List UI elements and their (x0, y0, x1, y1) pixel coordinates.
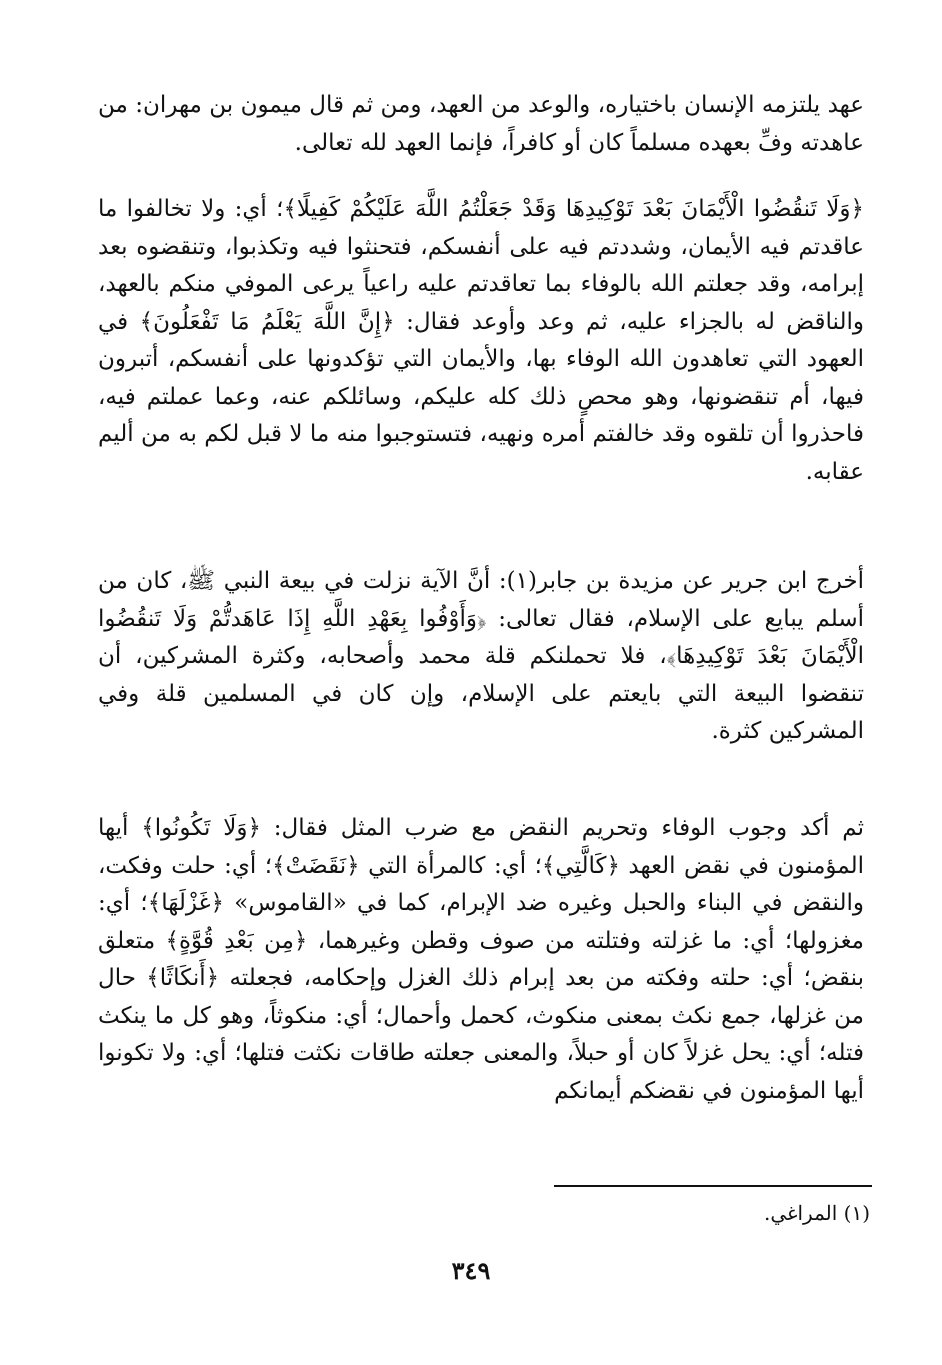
page-number: ٣٤٩ (451, 1256, 491, 1285)
paragraph-3: أخرج ابن جرير عن مزيدة بن جابر(١): أنَّ الآية نزلت في بيعة النبي ﷺ، كان من أسلم يبايع على الإسلام، فقال تعالى: ﴿وَأَوْفُوا بِعَهْدِ اللَّهِ إِذَا عَاهَدتُّمْ وَلَا تَنقُضُوا الْأَيْمَانَ بَعْدَ تَوْكِيدِهَا﴾، فلا تحملنكم قلة محمد وأصحابه، وكثرة المشركين، أن تنقضوا البيعة التي بايعتم على الإسلام، وإن كان في المسلمين قلة وفي المشركين كثرة. (98, 568, 864, 744)
footnote-divider (554, 1185, 872, 1187)
paragraph-2: ﴿وَلَا تَنقُضُوا الْأَيْمَانَ بَعْدَ تَوْكِيدِهَا وَقَدْ جَعَلْتُمُ اللَّهَ عَلَيْكُمْ كَفِيلًا﴾؛ أي: ولا تخالفوا ما عاقدتم فيه الأيمان، وشددتم فيه على أنفسكم، فتحنثوا فيه وتكذبوا، وتنقضوه بعد إبرامه، وقد جعلتم الله بالوفاء بما تعاقدتم عليه راعياً يرعى الموفي منكم بالعهد، والناقض له بالجزاء عليه، ثم وعد وأوعد فقال: ﴿إِنَّ اللَّهَ يَعْلَمُ مَا تَفْعَلُونَ﴾ في العهود التي تعاهدون الله الوفاء بها، والأيمان التي تؤكدونها على أنفسكم، أتبرون فيها، أم تنقضونها، وهو محصٍ ذلك كله عليكم، وسائلكم عنه، وعما عملتم فيه، فاحذروا أن تلقوه وقد خالفتم أمره ونهيه، فتستوجبوا منه ما لا قبل لكم به من أليم عقابه. (98, 196, 864, 485)
footnote-1: (١) المراغي. (763, 1201, 870, 1225)
paragraph-4: ثم أكد وجوب الوفاء وتحريم النقض مع ضرب المثل فقال: ﴿وَلَا تَكُونُوا﴾ أيها المؤمنون في نقض العهد ﴿كَالَّتِي﴾؛ أي: كالمرأة التي ﴿نَقَضَتْ﴾؛ أي: حلت وفكت، والنقض في البناء والحبل وغيره ضد الإبرام، كما في «القاموس» ﴿غَزْلَهَا﴾؛ أي: مغزولها؛ أي: ما غزلته وفتلته من صوف وقطن وغيرهما، ﴿مِن بَعْدِ قُوَّةٍ﴾ متعلق بنقض؛ أي: حلته وفكته من بعد إبرام ذلك الغزل وإحكامه، فجعلته ﴿أَنكَاثًا﴾ حال من غزلها، جمع نكث بمعنى منكوث، كحمل وأحمال؛ أي: منكوثاً، وهو كل ما ينكث فتله؛ أي: يحل غزلاً كان أو حبلاً، والمعنى جعلته طاقات نكثت فتلها؛ أي: ولا تكونوا أيها المؤمنون في نقضكم أيمانكم (98, 815, 864, 1104)
paragraph-1: عهد يلتزمه الإنسان باختياره، والوعد من العهد، ومن ثم قال ميمون بن مهران: من عاهدته وفِّ بعهده مسلماً كان أو كافراً، فإنما العهد لله تعالى. (98, 92, 864, 156)
